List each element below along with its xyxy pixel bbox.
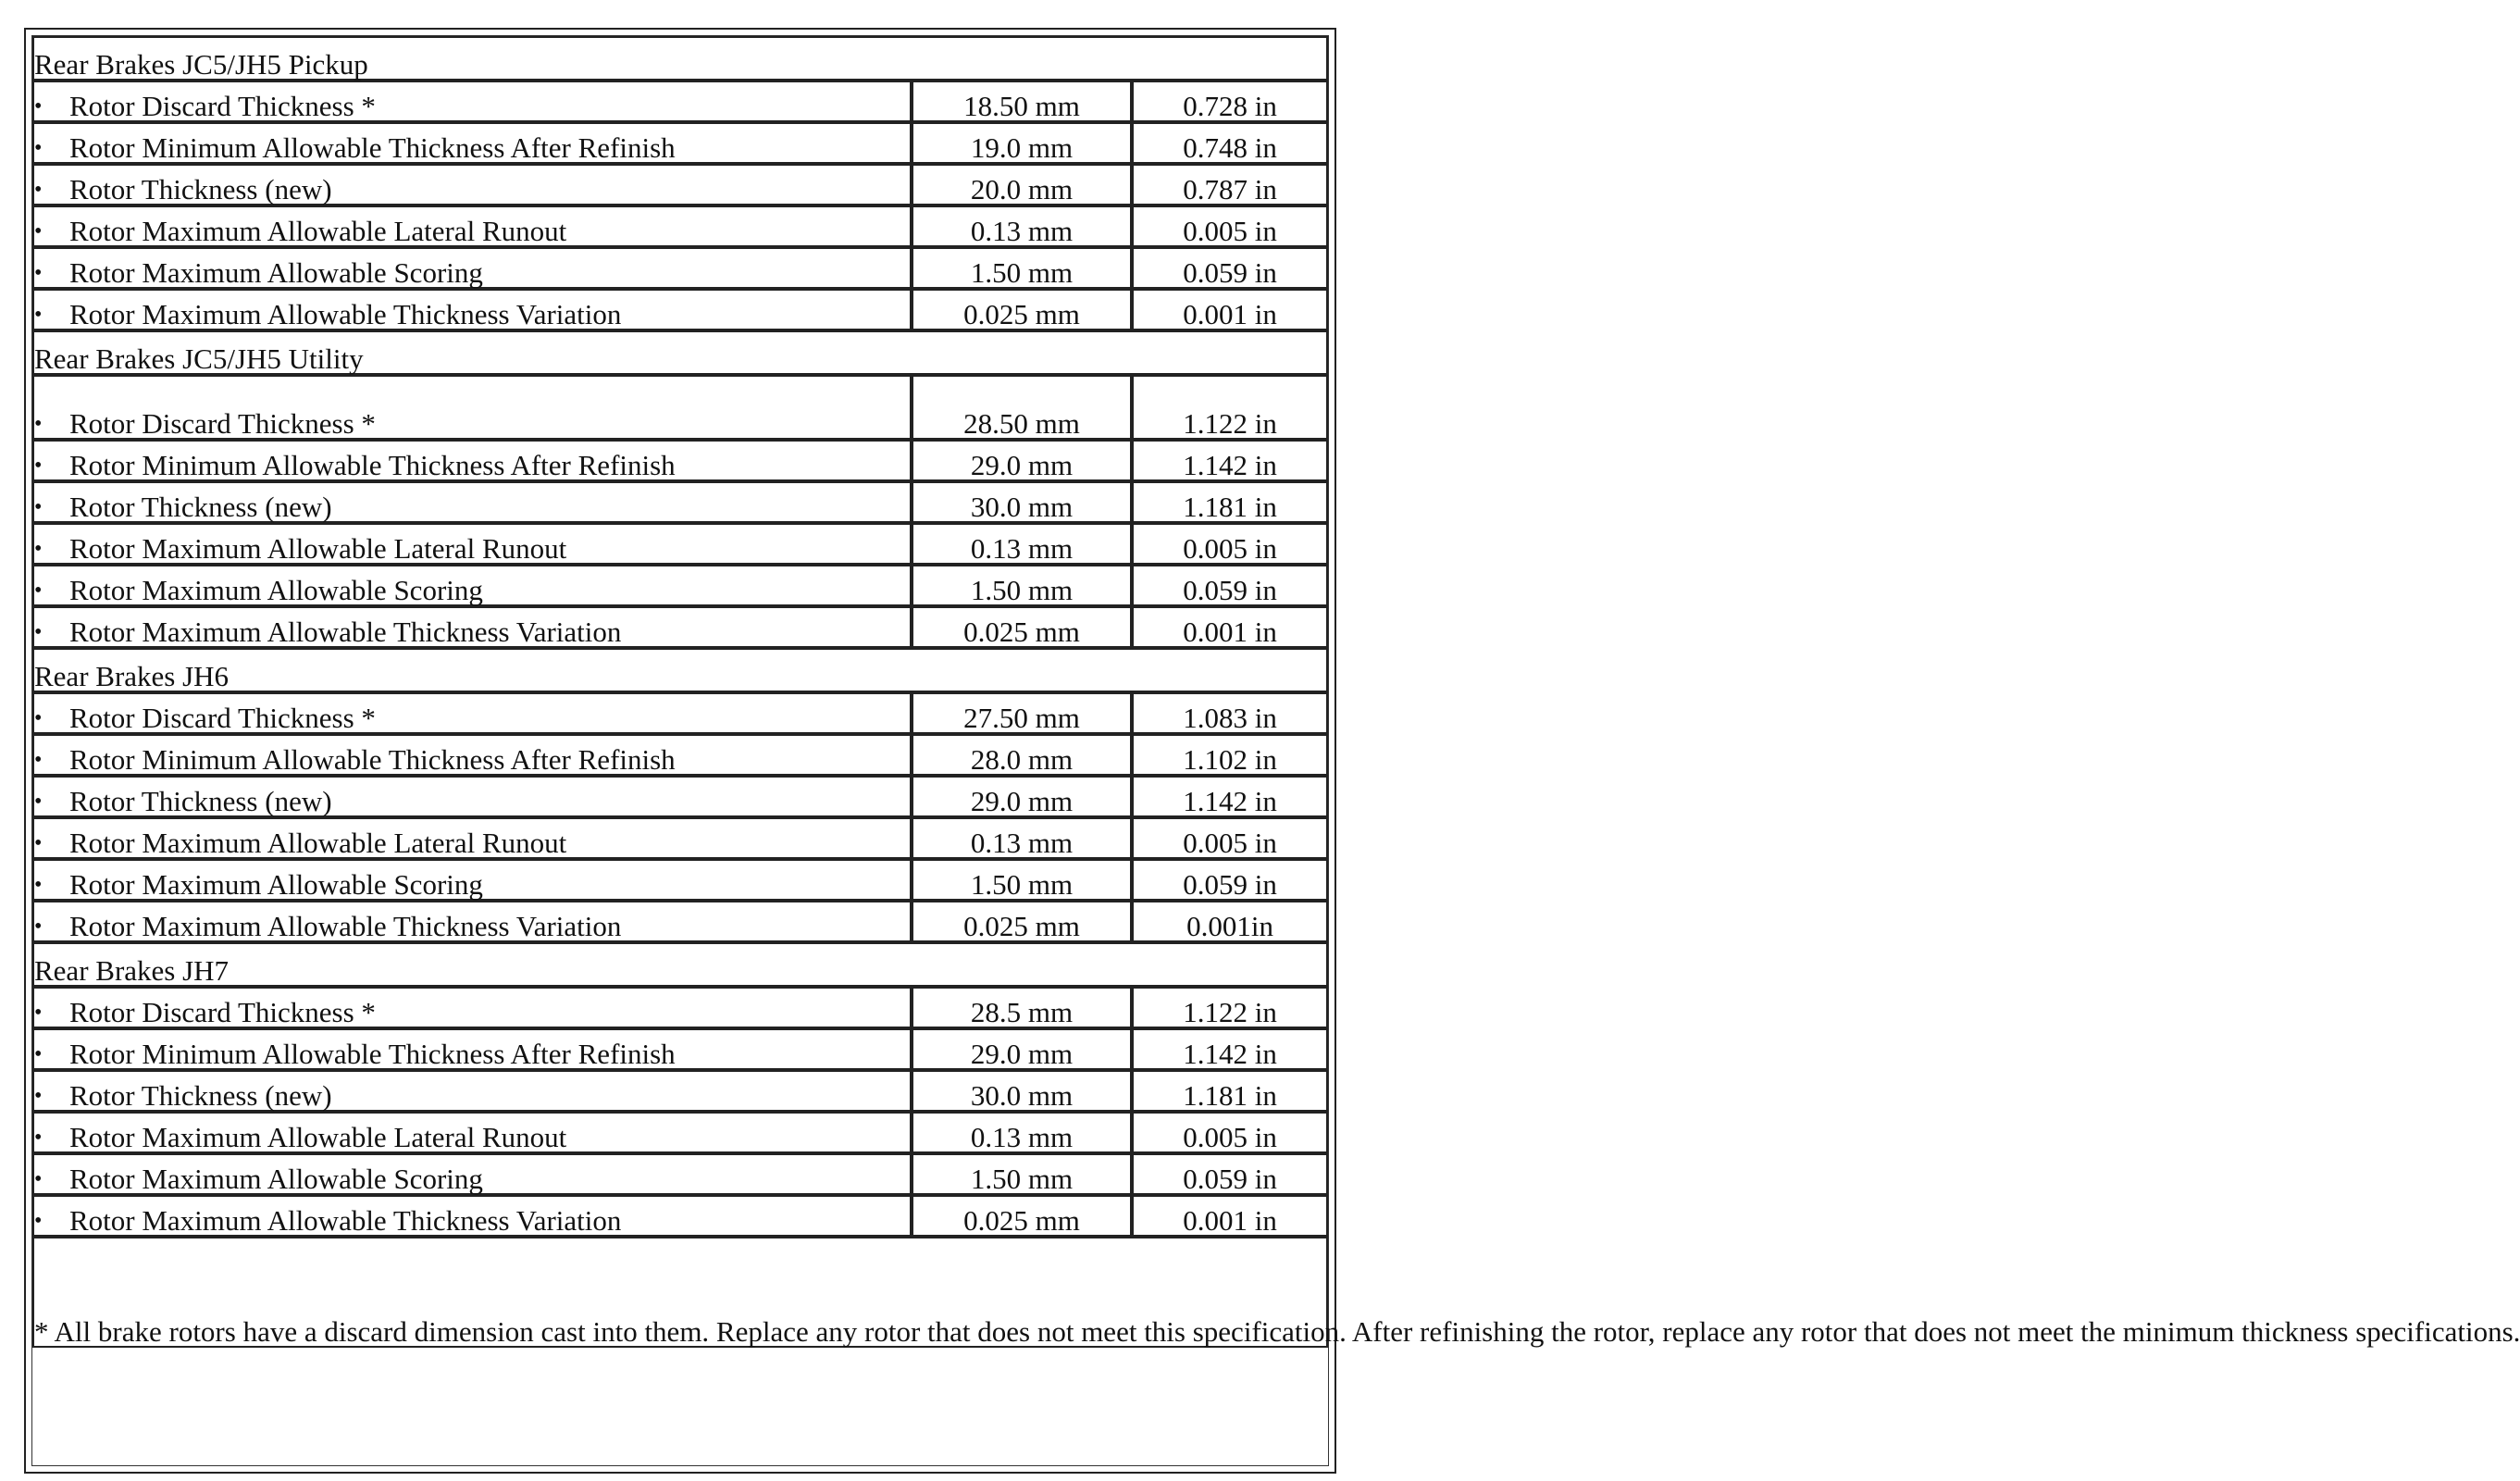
spec-label: Rotor Maximum Allowable Lateral Runout: [69, 532, 567, 565]
metric-value: 0.025 mm: [912, 289, 1132, 330]
metric-value: 0.13 mm: [912, 1112, 1132, 1153]
bullet-icon: •: [34, 1084, 43, 1108]
spec-name-cell: [32, 776, 912, 817]
metric-value: 29.0 mm: [912, 776, 1132, 817]
spec-label: Rotor Maximum Allowable Lateral Runout: [69, 827, 567, 859]
imperial-value: 0.005 in: [1132, 205, 1328, 247]
table-row: [32, 734, 1328, 776]
bullet-icon: •: [34, 831, 43, 855]
bullet-icon: •: [34, 620, 43, 644]
bullet-icon: •: [34, 94, 43, 118]
table-row: [32, 692, 1328, 734]
spec-label: Rotor Maximum Allowable Thickness Variation: [69, 1204, 622, 1237]
table-row: [32, 1153, 1328, 1195]
imperial-value: 0.787 in: [1132, 164, 1328, 205]
imperial-value: 0.059 in: [1132, 859, 1328, 901]
bullet-icon: •: [34, 1209, 43, 1233]
bullet-icon: •: [34, 748, 43, 772]
imperial-value: 1.181 in: [1132, 481, 1328, 523]
spec-name-cell: [32, 1028, 912, 1070]
section-header-row: [32, 648, 1328, 692]
imperial-value: 0.001 in: [1132, 1195, 1328, 1237]
imperial-value: 0.001in: [1132, 901, 1328, 942]
bullet-icon: •: [34, 178, 43, 202]
table-row: [32, 817, 1328, 859]
spec-label: Rotor Thickness (new): [69, 1079, 332, 1112]
spec-name-cell: [32, 817, 912, 859]
spec-label: Rotor Maximum Allowable Thickness Variation: [69, 910, 622, 942]
spec-label: Rotor Thickness (new): [69, 491, 332, 523]
spec-label: Rotor Maximum Allowable Scoring: [69, 574, 483, 606]
table-row: [32, 776, 1328, 817]
spec-label: Rotor Maximum Allowable Scoring: [69, 868, 483, 901]
metric-value: 1.50 mm: [912, 247, 1132, 289]
metric-value: 30.0 mm: [912, 481, 1132, 523]
imperial-value: 1.122 in: [1132, 375, 1328, 440]
spec-label: Rotor Discard Thickness *: [69, 90, 376, 122]
spec-name-cell: [32, 565, 912, 606]
metric-value: 18.50 mm: [912, 81, 1132, 122]
spec-label: Rotor Minimum Allowable Thickness After Refinish: [69, 743, 676, 776]
spec-label: Rotor Discard Thickness *: [69, 702, 376, 734]
bullet-icon: •: [34, 1167, 43, 1191]
bullet-icon: •: [34, 495, 43, 519]
spec-label: Rotor Maximum Allowable Thickness Variation: [69, 298, 622, 330]
table-row: [32, 859, 1328, 901]
table-row: [32, 164, 1328, 205]
imperial-value: 1.142 in: [1132, 776, 1328, 817]
spec-table-inner-frame: [31, 35, 2520, 1466]
table-row: [32, 901, 1328, 942]
imperial-value: 1.102 in: [1132, 734, 1328, 776]
spec-name-cell: [32, 606, 912, 648]
spec-name-cell: [32, 523, 912, 565]
table-row: [32, 1070, 1328, 1112]
metric-value: 0.13 mm: [912, 205, 1132, 247]
metric-value: 0.025 mm: [912, 606, 1132, 648]
metric-value: 1.50 mm: [912, 1153, 1132, 1195]
spec-name-cell: [32, 692, 912, 734]
spec-name-cell: [32, 375, 912, 440]
spec-name-cell: [32, 481, 912, 523]
section-header-row: [32, 330, 1328, 375]
spec-label: Rotor Maximum Allowable Scoring: [69, 256, 483, 289]
imperial-value: 1.142 in: [1132, 440, 1328, 481]
imperial-value: 1.083 in: [1132, 692, 1328, 734]
imperial-value: 1.122 in: [1132, 987, 1328, 1028]
metric-value: 29.0 mm: [912, 440, 1132, 481]
spec-name-cell: [32, 1153, 912, 1195]
metric-value: 30.0 mm: [912, 1070, 1132, 1112]
bullet-icon: •: [34, 537, 43, 561]
table-row: [32, 606, 1328, 648]
bullet-icon: •: [34, 1042, 43, 1066]
spec-name-cell: [32, 734, 912, 776]
table-row: [32, 565, 1328, 606]
spec-name-cell: [32, 122, 912, 164]
spec-name-cell: [32, 987, 912, 1028]
bullet-icon: •: [34, 790, 43, 814]
spec-label: Rotor Discard Thickness *: [69, 996, 376, 1028]
spec-name-cell: [32, 164, 912, 205]
table-row: [32, 1028, 1328, 1070]
imperial-value: 0.005 in: [1132, 817, 1328, 859]
spec-table-frame: [24, 28, 2520, 1474]
spec-table-body: [32, 36, 2520, 1348]
metric-value: 0.025 mm: [912, 901, 1132, 942]
metric-value: 19.0 mm: [912, 122, 1132, 164]
table-row: [32, 987, 1328, 1028]
bullet-icon: •: [34, 261, 43, 285]
imperial-value: 0.059 in: [1132, 565, 1328, 606]
metric-value: 0.13 mm: [912, 523, 1132, 565]
spec-name-cell: [32, 81, 912, 122]
imperial-value: 0.005 in: [1132, 523, 1328, 565]
bullet-icon: •: [34, 706, 43, 730]
bullet-icon: •: [34, 1001, 43, 1025]
spec-name-cell: [32, 205, 912, 247]
spec-label: Rotor Discard Thickness *: [69, 407, 376, 440]
bullet-icon: •: [34, 219, 43, 243]
section-header-row: [32, 942, 1328, 987]
spec-label: Rotor Minimum Allowable Thickness After Refinish: [69, 449, 676, 481]
section-header-row: [32, 36, 1328, 81]
table-row: [32, 122, 1328, 164]
imperial-value: 0.005 in: [1132, 1112, 1328, 1153]
imperial-value: 0.728 in: [1132, 81, 1328, 122]
section-title: Rear Brakes JH7: [32, 942, 1328, 987]
metric-value: 0.13 mm: [912, 817, 1132, 859]
spec-name-cell: [32, 1070, 912, 1112]
table-row: [32, 1112, 1328, 1153]
table-row: [32, 205, 1328, 247]
section-title: Rear Brakes JH6: [32, 648, 1328, 692]
bullet-icon: •: [34, 1126, 43, 1150]
imperial-value: 0.001 in: [1132, 606, 1328, 648]
spec-label: Rotor Minimum Allowable Thickness After Refinish: [69, 131, 676, 164]
bullet-icon: •: [34, 136, 43, 160]
imperial-value: 0.059 in: [1132, 247, 1328, 289]
metric-value: 28.5 mm: [912, 987, 1132, 1028]
metric-value: 29.0 mm: [912, 1028, 1132, 1070]
rotor-spec-table: [32, 36, 2520, 1348]
spec-name-cell: [32, 247, 912, 289]
table-row: [32, 247, 1328, 289]
metric-value: 1.50 mm: [912, 859, 1132, 901]
spec-label: Rotor Maximum Allowable Thickness Variation: [69, 616, 622, 648]
metric-value: 27.50 mm: [912, 692, 1132, 734]
spec-name-cell: [32, 440, 912, 481]
spec-name-cell: [32, 859, 912, 901]
spec-name-cell: [32, 901, 912, 942]
bullet-icon: •: [34, 412, 43, 436]
metric-value: 1.50 mm: [912, 565, 1132, 606]
footnote-row: [32, 1237, 1328, 1348]
table-row: [32, 481, 1328, 523]
section-title: Rear Brakes JC5/JH5 Utility: [32, 330, 1328, 375]
metric-value: 28.50 mm: [912, 375, 1132, 440]
spec-name-cell: [32, 1195, 912, 1237]
table-row: [32, 375, 1328, 440]
bullet-icon: •: [34, 873, 43, 897]
metric-value: 28.0 mm: [912, 734, 1132, 776]
spec-name-cell: [32, 289, 912, 330]
footnote-text: * All brake rotors have a discard dimension cast into them. Replace any rotor that does not meet this specification. After refinishing the rotor, replace any rotor that does not meet the minimum thickness specifications.: [32, 1237, 1328, 1348]
section-title: Rear Brakes JC5/JH5 Pickup: [32, 36, 1328, 81]
spec-label: Rotor Maximum Allowable Lateral Runout: [69, 1121, 567, 1153]
bullet-icon: •: [34, 915, 43, 939]
spec-label: Rotor Maximum Allowable Scoring: [69, 1163, 483, 1195]
bullet-icon: •: [34, 454, 43, 478]
imperial-value: 0.059 in: [1132, 1153, 1328, 1195]
table-row: [32, 1195, 1328, 1237]
table-row: [32, 289, 1328, 330]
spec-label: Rotor Minimum Allowable Thickness After Refinish: [69, 1038, 676, 1070]
table-row: [32, 523, 1328, 565]
table-row: [32, 440, 1328, 481]
spec-label: Rotor Thickness (new): [69, 785, 332, 817]
spec-label: Rotor Maximum Allowable Lateral Runout: [69, 215, 567, 247]
spec-label: Rotor Thickness (new): [69, 173, 332, 205]
bullet-icon: •: [34, 579, 43, 603]
metric-value: 0.025 mm: [912, 1195, 1132, 1237]
imperial-value: 0.748 in: [1132, 122, 1328, 164]
table-row: [32, 81, 1328, 122]
imperial-value: 1.142 in: [1132, 1028, 1328, 1070]
spec-name-cell: [32, 1112, 912, 1153]
imperial-value: 0.001 in: [1132, 289, 1328, 330]
metric-value: 20.0 mm: [912, 164, 1132, 205]
imperial-value: 1.181 in: [1132, 1070, 1328, 1112]
bullet-icon: •: [34, 303, 43, 327]
